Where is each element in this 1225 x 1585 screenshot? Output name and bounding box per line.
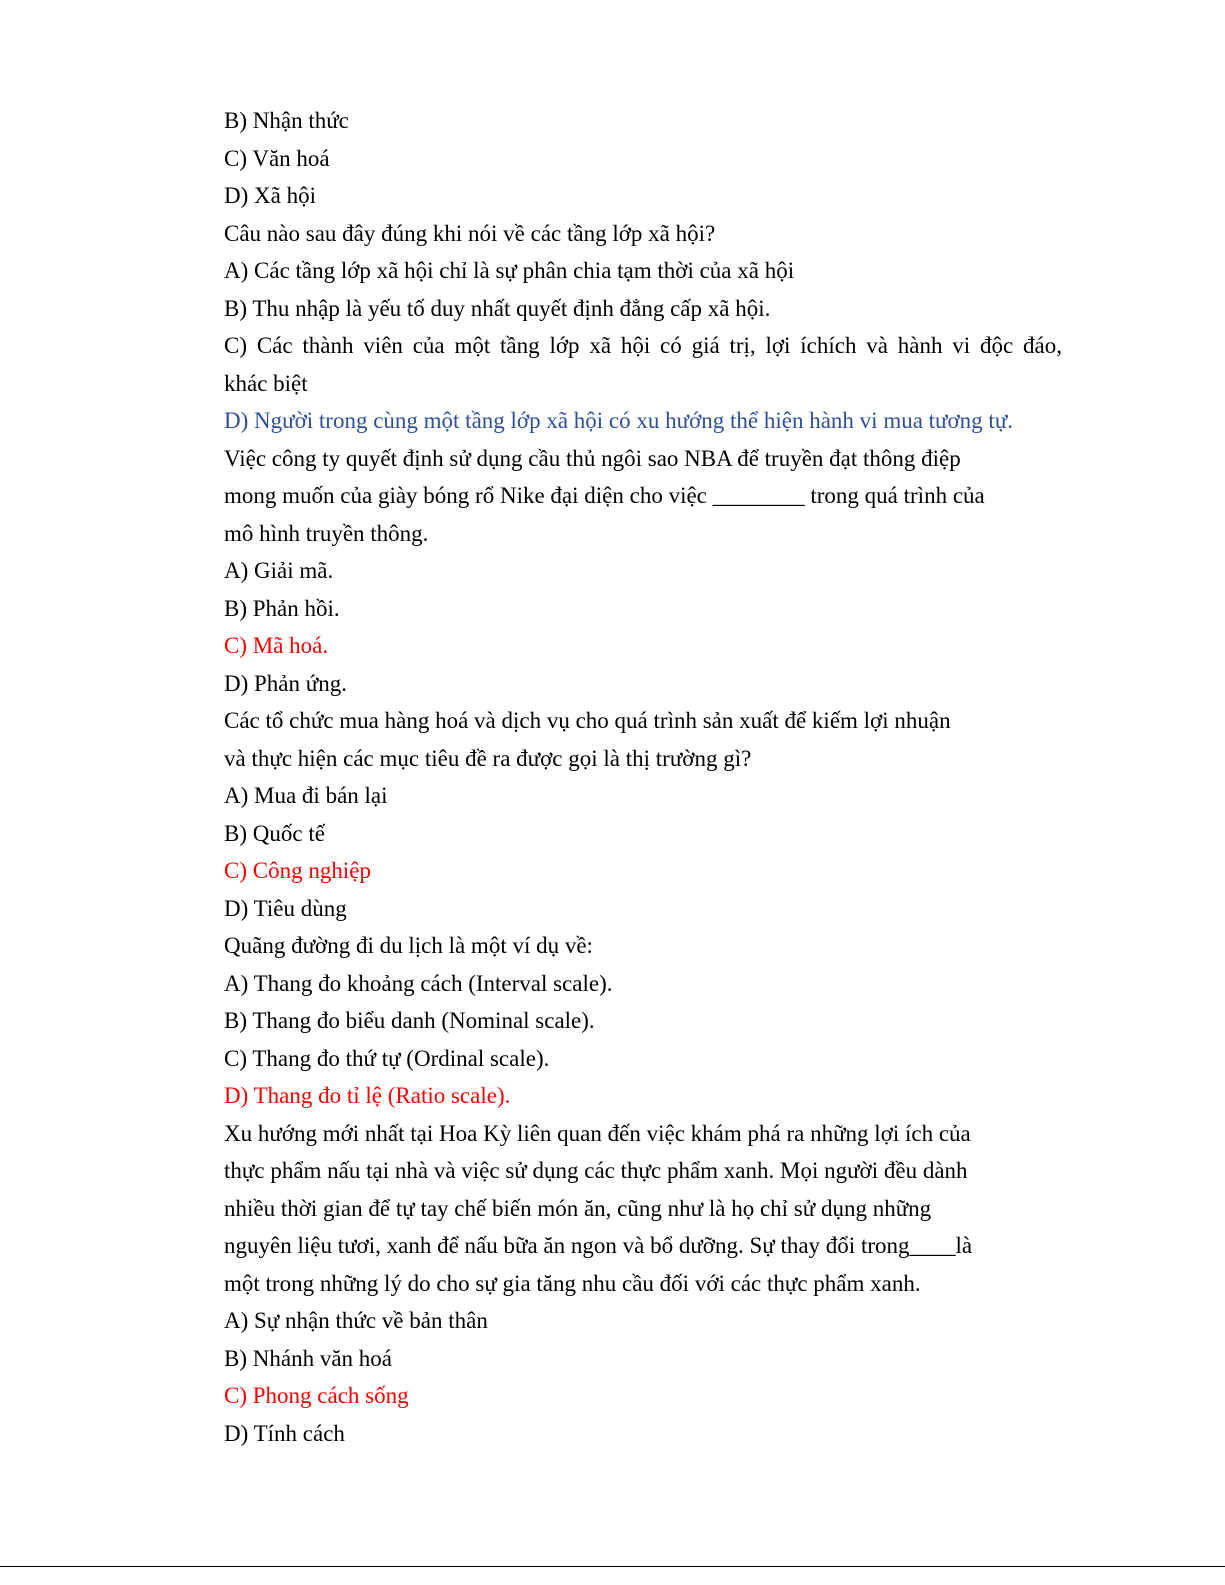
question-text: Việc công ty quyết định sử dụng cầu thủ ngôi sao NBA để truyền đạt thông điệp [224, 445, 961, 471]
question-text: nhiều thời gian để tự tay chế biến món ăn, cũng như là họ chỉ sử dụng những [224, 1195, 932, 1221]
answer-option: A) Thang đo khoảng cách (Interval scale). [224, 970, 613, 996]
answer-option: B) Thang đo biểu danh (Nominal scale). [224, 1008, 595, 1033]
question-text: nguyên liệu tươi, xanh để nấu bữa ăn ngon và bổ dưỡng. Sự thay đổi trong____là [224, 1233, 973, 1258]
answer-option: A) Các tầng lớp xã hội chỉ là sự phân chia tạm thời của xã hội [224, 258, 795, 283]
answer-option: C) Văn hoá [224, 145, 330, 171]
question-text: mong muốn của giày bóng rổ Nike đại diện cho việc ________ trong quá trình của [224, 483, 985, 508]
page-bottom-divider [0, 1566, 1225, 1567]
question-text: và thực hiện các mục tiêu đề ra được gọi là thị trường gì? [224, 745, 752, 771]
answer-option: C) Các thành viên của một tầng lớp xã hội có giá trị, lợi íchích và hành vi độc đáo, [224, 333, 1062, 358]
answer-option: C) Thang đo thứ tự (Ordinal scale). [224, 1045, 550, 1071]
correct-answer-option: D) Thang đo tỉ lệ (Ratio scale). [224, 1083, 511, 1108]
answer-option: A) Sự nhận thức về bản thân [224, 1308, 488, 1333]
correct-answer-option: C) Mã hoá. [224, 633, 329, 658]
question-text: mô hình truyền thông. [224, 520, 429, 546]
question-text: Câu nào sau đây đúng khi nói về các tầng lớp xã hội? [224, 220, 716, 246]
answer-option: A) Giải mã. [224, 558, 334, 583]
question-text: thực phẩm nấu tại nhà và việc sử dụng các thực phẩm xanh. Mọi người đều dành [224, 1158, 968, 1183]
answer-option: B) Nhận thức [224, 108, 349, 133]
answer-option: D) Tính cách [224, 1420, 345, 1446]
question-text: Các tổ chức mua hàng hoá và dịch vụ cho quá trình sản xuất để kiếm lợi nhuận [224, 708, 951, 733]
question-text: Xu hướng mới nhất tại Hoa Kỳ liên quan đến việc khám phá ra những lợi ích của [224, 1120, 971, 1146]
answer-option: D) Tiêu dùng [224, 895, 347, 921]
answer-option: D) Phản ứng. [224, 670, 347, 696]
correct-answer-option: C) Phong cách sống [224, 1383, 409, 1408]
answer-option: B) Nhánh văn hoá [224, 1345, 392, 1371]
answer-option: B) Thu nhập là yếu tố duy nhất quyết định đẳng cấp xã hội. [224, 295, 771, 321]
answer-option: D) Xã hội [224, 183, 316, 208]
document-body [224, 102, 1062, 1452]
answer-option: B) Phản hồi. [224, 595, 340, 621]
question-text: Quãng đường đi du lịch là một ví dụ về: [224, 933, 593, 958]
answer-option-continuation: khác biệt [224, 370, 308, 396]
question-text: một trong những lý do cho sự gia tăng nhu cầu đối với các thực phẩm xanh. [224, 1270, 921, 1296]
correct-answer-option: C) Công nghiệp [224, 858, 371, 883]
answer-option: A) Mua đi bán lại [224, 783, 388, 808]
answer-option: B) Quốc tế [224, 820, 325, 846]
highlighted-answer-option: D) Người trong cùng một tầng lớp xã hội có xu hướng thể hiện hành vi mua tương tự. [224, 408, 1014, 433]
